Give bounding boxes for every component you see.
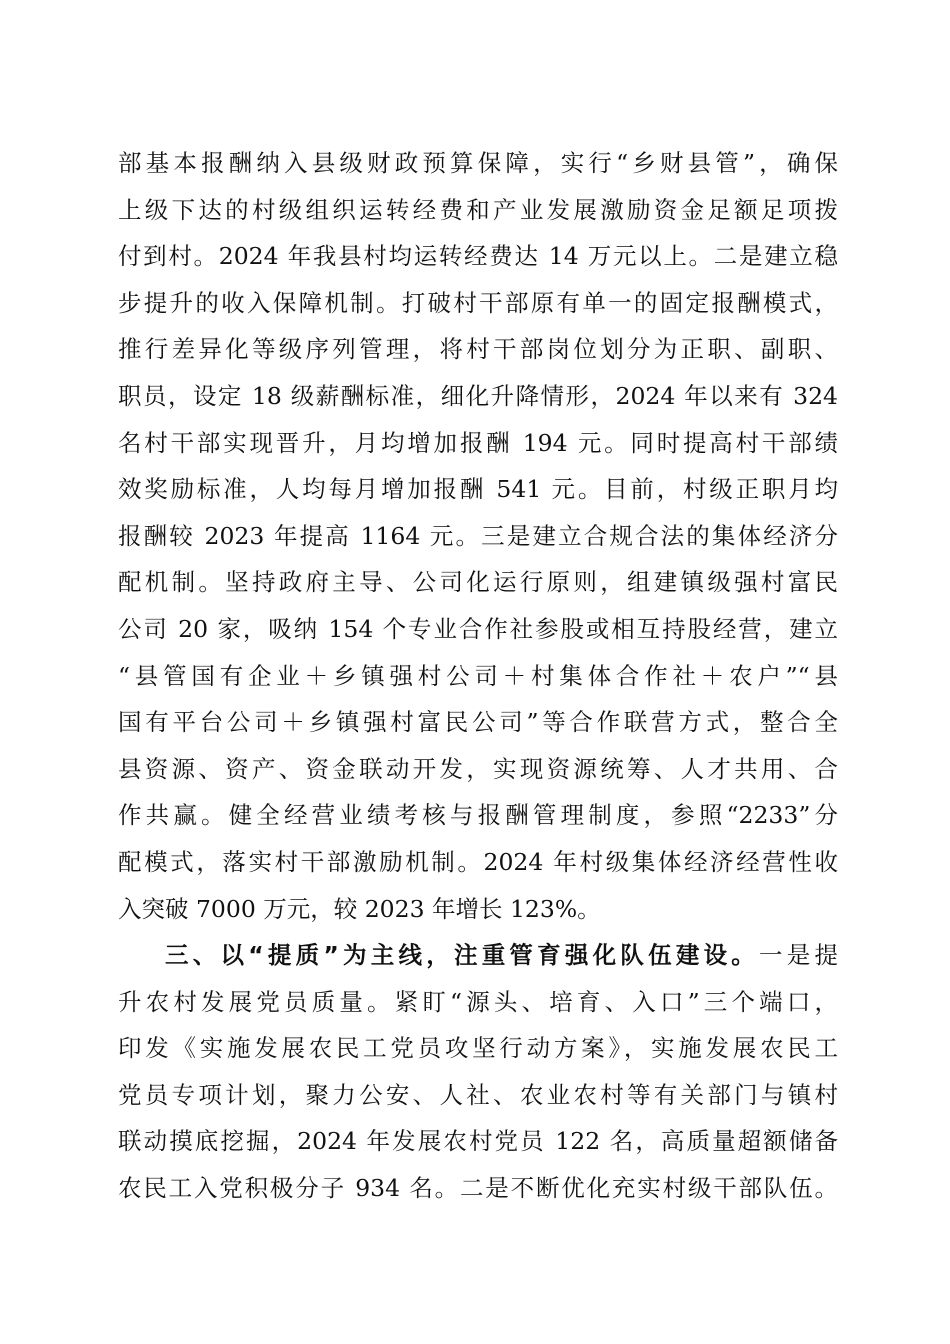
- text-line: 职员，设定 18 级薪酬标准，细化升降情形，2024 年以来有 324: [118, 381, 838, 410]
- text-line: 作共赢。健全经营业绩考核与报酬管理制度，参照“2233”分: [118, 801, 838, 830]
- text-line: 配模式，落实村干部激励机制。2024 年村级集体经济经营性收: [118, 847, 838, 876]
- text-line: 农民工入党积极分子 934 名。二是不断优化充实村级干部队伍。: [118, 1174, 838, 1203]
- text-line: 报酬较 2023 年提高 1164 元。三是建立合规合法的集体经济分: [118, 521, 838, 550]
- text-line: “县管国有企业＋乡镇强村公司＋村集体合作社＋农户”“县: [118, 661, 838, 690]
- text-line: 上级下达的村级组织运转经费和产业发展激励资金足额足项拨: [118, 195, 838, 224]
- text-line: 名村干部实现晋升，月均增加报酬 194 元。同时提高村干部绩: [118, 428, 838, 457]
- text-line: 推行差异化等级序列管理，将村干部岗位划分为正职、副职、: [118, 335, 838, 364]
- text-line: 印发《实施发展农民工党员攻坚行动方案》，实施发展农民工: [118, 1034, 838, 1063]
- text-line: 部基本报酬纳入县级财政预算保障，实行“乡财县管”，确保: [118, 149, 838, 177]
- text-line: 联动摸底挖掘，2024 年发展农村党员 122 名，高质量超额储备: [118, 1127, 838, 1156]
- paragraph-team-building: [118, 932, 838, 1212]
- text-line: 步提升的收入保障机制。打破村干部原有单一的固定报酬模式，: [118, 288, 838, 317]
- paragraph-compensation: [118, 140, 838, 932]
- heading-line-rest: 一是提: [759, 941, 838, 970]
- text-line: 公司 20 家，吸纳 154 个专业合作社参股或相互持股经营，建立: [118, 614, 838, 643]
- text-line: 党员专项计划，聚力公安、人社、农业农村等有关部门与镇村: [118, 1080, 838, 1109]
- text-line: 付到村。2024 年我县村均运转经费达 14 万元以上。二是建立稳: [118, 242, 838, 271]
- document-body: [118, 140, 838, 1212]
- text-line: 国有平台公司＋乡镇强村富民公司”等合作联营方式，整合全: [118, 708, 838, 737]
- text-line: 县资源、资产、资金联动开发，实现资源统筹、人才共用、合: [118, 754, 838, 783]
- text-line: 入突破 7000 万元，较 2023 年增长 123%。: [118, 894, 601, 923]
- text-line: 效奖励标准，人均每月增加报酬 541 元。目前，村级正职月均: [118, 475, 838, 504]
- text-line: [118, 932, 838, 979]
- text-line: 配机制。坚持政府主导、公司化运行原则，组建镇级强村富民: [118, 568, 838, 597]
- section-heading: 三、以“提质”为主线，注重管育强化队伍建设。: [165, 941, 760, 970]
- text-line: 升农村发展党员质量。紧盯“源头、培育、入口”三个端口，: [118, 987, 838, 1016]
